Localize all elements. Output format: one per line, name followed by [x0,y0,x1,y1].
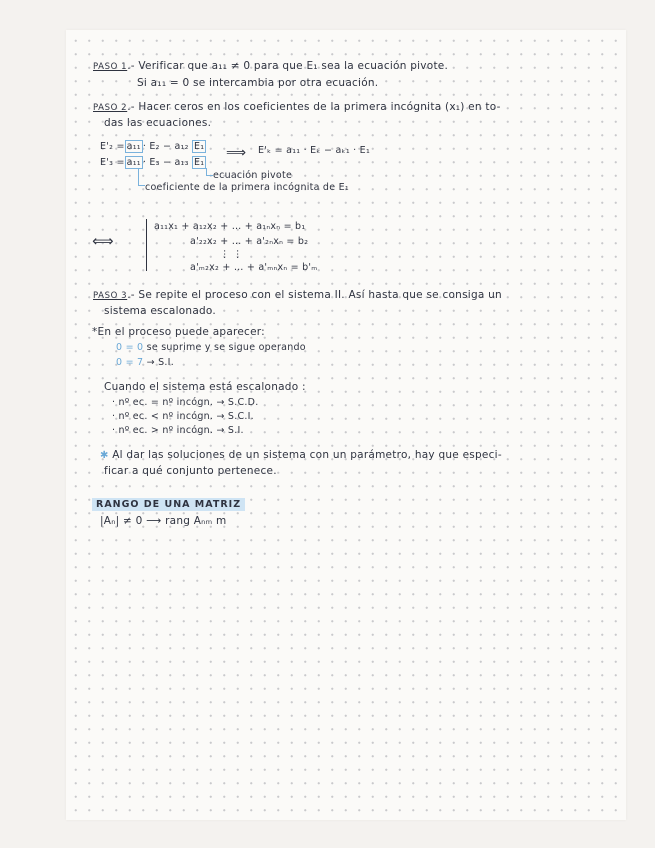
paso1-line1 [93,60,448,72]
pivot-bracket [206,168,213,176]
note-coef: coeficiente de la primera incógnita de E₁ [145,182,349,193]
star-icon: ✱ [100,450,109,461]
escalonado-item: · nº ec. < nº incógn. → S.C.I. [112,411,254,422]
system-dots: ⋮ ⋮ [220,249,243,260]
rango-heading [92,498,245,510]
e3-mid: · E₃ − a₁₃ [142,157,189,168]
paso2-line2: das las ecuaciones. [104,117,212,129]
process-item1-eq: 0 = 0 [116,342,144,353]
rango-heading-text: RANGO DE UNA MATRIZ [92,498,245,511]
e2-lhs: E'₂ = [100,141,125,152]
note-pivot: ecuación pivote [213,170,293,181]
system-row2: a'₂₂x₂ + … + a'₂ₙxₙ = b₂ [190,236,309,247]
implies-arrow: ⟹ [226,145,247,161]
parametro-line1 [100,449,502,461]
formula-e3-row [100,157,206,168]
process-intro: *En el proceso puede aparecer: [92,326,265,338]
parametro-line2: ficar a qué conjunto pertenece. [104,465,277,477]
paso3-line2: sistema escalonado. [104,305,216,317]
formula-e2-row [100,141,206,152]
rango-formula: |Aₙ| ≠ 0 ⟶ rang Aₙₘ m [100,515,227,527]
paso3-line1 [93,289,502,301]
process-item1-text: se suprime y se sigue operando [146,342,306,353]
process-item2 [116,357,174,368]
e3-lhs: E'₃ = [100,157,125,168]
coef-bracket [138,168,145,186]
system-row1: a₁₁x₁ + a₁₂x₂ + … + a₁ₙxₙ = b₁ [154,221,306,232]
paso3-text: .- Se repite el proceso con el sistema II. Así hasta que se consiga un [127,289,502,301]
process-item1 [116,342,306,353]
e1-box: E₁ [193,141,205,152]
e2-mid: · E₂ − a₁₂ [142,141,189,152]
system-row3: a'ₘ₂x₂ + … + a'ₘₙxₙ = b'ₘ [190,262,318,273]
equiv-arrow: ⟺ [92,232,114,250]
paso1-label: PASO 1 [93,62,128,72]
paso1-line2: Si a₁₁ = 0 se intercambia por otra ecuación. [137,77,379,89]
escalonado-intro: Cuando el sistema está escalonado : [104,381,306,393]
parametro-text: Al dar las soluciones de un sistema con un parámetro, hay que especi- [112,449,502,461]
system-brace [146,219,147,271]
paso2-line1 [93,101,501,113]
paso1-text: .- Verificar que a₁₁ ≠ 0 para que E₁ sea la ecuación pivote. [127,60,449,72]
process-item2-text: → S.I. [146,357,174,368]
a11-box-2: a₁₁ [126,157,141,168]
paso2-label: PASO 2 [93,103,128,113]
escalonado-item: · nº ec. = nº incógn. → S.C.D. [112,397,259,408]
escalonado-item: · nº ec. > nº incógn. → S.I. [112,425,244,436]
e1-box-2: E₁ [193,157,205,168]
a11-box: a₁₁ [126,141,141,152]
paso2-text: .- Hacer ceros en los coeficientes de la primera incógnita (x₁) en to- [127,101,501,113]
paso3-label: PASO 3 [93,291,128,301]
general-formula: E'ₖ = a₁₁ · Eₖ − aₖ₁ · E₁ [258,145,370,156]
process-item2-eq: 0 = 7 [116,357,144,368]
